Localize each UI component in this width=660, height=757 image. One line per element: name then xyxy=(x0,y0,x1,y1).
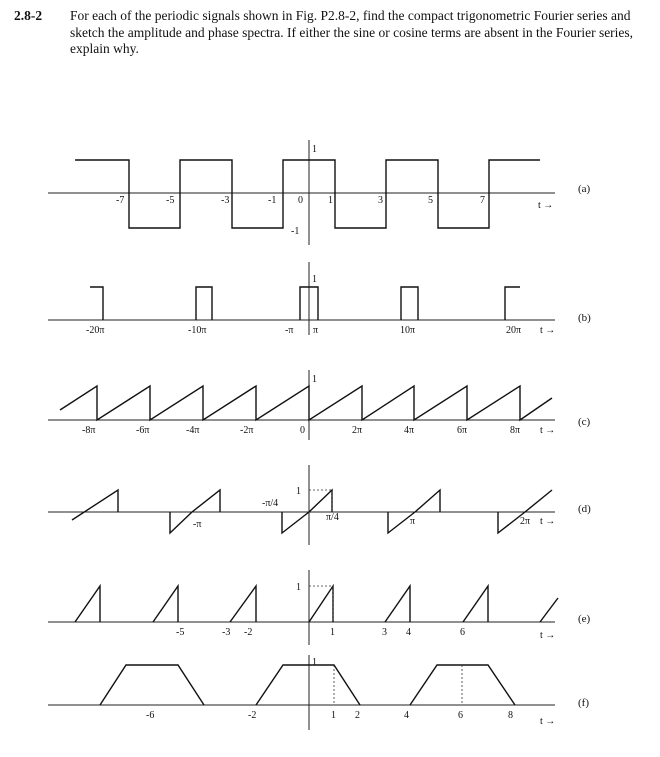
plot-f-tick: -2 xyxy=(248,710,257,721)
plot-c-axis-arrow: t → xyxy=(540,425,556,436)
plot-e-signal xyxy=(385,586,410,622)
plot-e-signal xyxy=(153,586,178,622)
plot-c-tick: 4π xyxy=(404,425,415,436)
plot-b-tick: -10π xyxy=(188,325,207,336)
plot-c-tick: 0 xyxy=(300,425,305,436)
plot-e-signal xyxy=(75,586,100,622)
plot-a-tick: 5 xyxy=(428,195,433,206)
plot-b xyxy=(48,262,591,336)
plot-a-tick: 1 xyxy=(328,195,333,206)
plot-e-tick: -2 xyxy=(244,627,253,638)
plot-d-tick: π xyxy=(410,516,416,527)
plot-a-ytick: 1 xyxy=(312,144,317,155)
plot-a-tick: 0 xyxy=(298,195,303,206)
plot-d-signal xyxy=(72,490,118,520)
plot-a-tick: 3 xyxy=(378,195,383,206)
plot-c-tick: -8π xyxy=(82,425,96,436)
plot-f-tick: 1 xyxy=(331,710,336,721)
problem-text: For each of the periodic signals shown in Fig. P2.8-2, find the compact trigonometric Fourier series and sketch the amplitude and phase spectra. If either the sine or cosine terms are absent in the Fourier series, explain why. xyxy=(70,8,634,56)
plot-f-tick: 6 xyxy=(458,710,463,721)
plot-f xyxy=(48,655,589,730)
plot-f-tick: 4 xyxy=(404,710,409,721)
plot-e-axis-arrow: t → xyxy=(540,630,556,641)
plot-e-ytick: 1 xyxy=(296,582,301,593)
plot-b-tick: 20π xyxy=(506,325,522,336)
plot-f-signal xyxy=(410,665,515,705)
plot-b-tick: -π xyxy=(285,325,294,336)
plot-e-signal xyxy=(463,586,488,622)
plot-a-tick: -3 xyxy=(221,195,230,206)
plot-a-axis-arrow: t → xyxy=(538,200,554,211)
plot-b-signal xyxy=(90,287,103,320)
problem-number: 2.8-2 xyxy=(14,8,43,23)
plot-e-tick: -3 xyxy=(222,627,231,638)
plot-a-tick: -5 xyxy=(166,195,175,206)
plot-b-tick: π xyxy=(313,325,319,336)
plot-b-tick: 10π xyxy=(400,325,416,336)
plot-e-signal xyxy=(540,598,558,622)
plot-a-tick: -1 xyxy=(268,195,277,206)
plot-b-axis-arrow: t → xyxy=(540,325,556,336)
plot-d-tick: -π/4 xyxy=(262,498,279,509)
plot-b-signal xyxy=(505,287,520,320)
plot-e-tick: 1 xyxy=(330,627,335,638)
plot-a xyxy=(48,140,591,245)
plot-c-tick: -4π xyxy=(186,425,200,436)
plot-f-tick: 8 xyxy=(508,710,513,721)
plot-e-tick: 6 xyxy=(460,627,465,638)
plot-f-axis-arrow: t → xyxy=(540,716,556,727)
plot-d xyxy=(48,465,591,545)
plot-a-tick: -7 xyxy=(116,195,125,206)
plot-b-ytick: 1 xyxy=(312,274,317,285)
plot-c-signal xyxy=(60,386,552,420)
plot-b-tick: -20π xyxy=(86,325,105,336)
plot-b-signal xyxy=(401,287,418,320)
plot-d-tick: -π xyxy=(193,519,202,530)
plot-e xyxy=(48,570,591,645)
plot-f-signal xyxy=(100,665,204,705)
plot-b-label: (b) xyxy=(578,312,591,324)
plot-c-tick: -6π xyxy=(136,425,150,436)
plot-d-ytick: 1 xyxy=(296,486,301,497)
plot-a-ytick: -1 xyxy=(291,226,300,237)
plot-e-tick: 3 xyxy=(382,627,387,638)
plot-c-label: (c) xyxy=(578,416,591,428)
plot-f-label: (f) xyxy=(578,697,589,709)
plot-d-tick: 2π xyxy=(520,516,531,527)
plot-e-signal xyxy=(230,586,256,622)
plot-e-tick: 4 xyxy=(406,627,411,638)
plot-e-label: (e) xyxy=(578,613,591,625)
plot-f-tick: 2 xyxy=(355,710,360,721)
plot-f-tick: -6 xyxy=(146,710,155,721)
plot-c-tick: 2π xyxy=(352,425,363,436)
plot-f-ytick: 1 xyxy=(312,657,317,668)
plot-a-label: (a) xyxy=(578,183,591,195)
plot-d-axis-arrow: t → xyxy=(540,516,556,527)
plot-d-label: (d) xyxy=(578,503,591,515)
plot-d-tick: π/4 xyxy=(326,512,339,523)
plot-a-signal xyxy=(75,160,540,228)
plot-c-tick: 6π xyxy=(457,425,468,436)
plot-c xyxy=(48,370,591,440)
plot-c-tick: 8π xyxy=(510,425,521,436)
plot-f-signal xyxy=(256,665,360,705)
plot-a-tick: 7 xyxy=(480,195,485,206)
plot-b-signal xyxy=(196,287,212,320)
plot-e-tick: -5 xyxy=(176,627,185,638)
plot-c-ytick: 1 xyxy=(312,374,317,385)
plot-c-tick: -2π xyxy=(240,425,254,436)
plot-e-signal xyxy=(309,586,333,622)
